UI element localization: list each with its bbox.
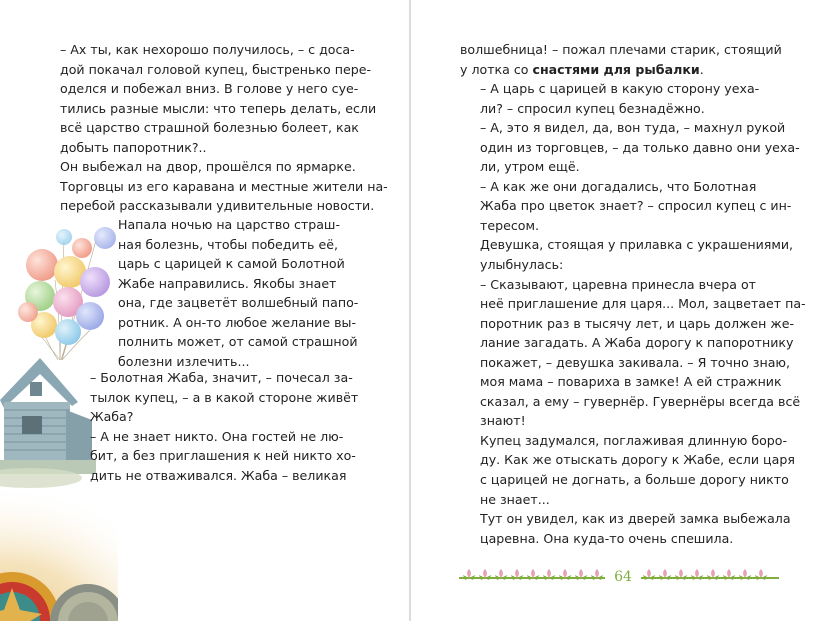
text-line: один из торговцев, – да только давно они уеха-	[480, 139, 800, 155]
text-line: сказал, а ему – гувернёр. Гувернёры всегда всё	[480, 393, 801, 409]
text-line: дить не отваживался. Жаба – великая	[90, 467, 347, 483]
paragraph	[460, 431, 795, 509]
text-line: – А царь с царицей в какую сторону уеха-	[480, 81, 760, 97]
paragraph	[460, 177, 792, 236]
text-line: неё приглашение для царя... Мол, зацветает па-	[480, 296, 806, 312]
left-text-beside-illustration	[118, 215, 358, 371]
text-line: улыбнулась:	[480, 257, 564, 273]
text-line: царь с царицей к самой Болотной	[118, 256, 345, 272]
left-page	[0, 0, 409, 621]
text-line: всё царство страшной болезнью болеет, как	[60, 120, 359, 136]
text-line: Купец задумался, поглаживая длинную боро-	[480, 432, 788, 448]
paragraph	[460, 79, 778, 118]
text-line: тересом.	[480, 217, 539, 233]
paragraph	[40, 40, 377, 157]
paragraph	[460, 118, 800, 177]
text-line: знают!	[480, 413, 526, 429]
page-number: 64	[614, 569, 632, 585]
text-line: тились разные мысли: что теперь делать, если	[60, 100, 377, 116]
text-line: Он выбежал на двор, прошёлся по ярмарке.	[60, 159, 356, 175]
text-line: Напала ночью на царство страш-	[118, 217, 340, 232]
text-line: ду. Как же отыскать дорогу к Жабе, если царя	[480, 452, 795, 468]
text-line: моя мама – повариха в замке! А ей стражник	[480, 374, 782, 390]
text-line: – А не знает никто. Она гостей не лю-	[90, 428, 344, 444]
text-fragment: у лотка со	[460, 61, 533, 77]
text-line: Девушка, стоящая у прилавка с украшениями,	[480, 237, 794, 253]
left-text-bottom	[90, 368, 358, 485]
text-line: поротник раз в тысячу лет, и царь должен же-	[480, 315, 794, 331]
text-line: с царицей не догнать, а больше дорогу никто	[480, 472, 789, 488]
text-line: перебой рассказывали удивительные новости.	[60, 198, 375, 214]
page-footer	[459, 566, 779, 588]
text-line: Жаба?	[90, 409, 134, 425]
paragraph	[460, 275, 806, 431]
text-line: полнить может, от самой страшной	[118, 334, 358, 350]
bold-term: снастями для рыбалки	[532, 61, 700, 77]
text-line: не знает...	[480, 491, 550, 507]
text-line: царевна. Она куда-то очень спешила.	[480, 530, 734, 546]
text-line: дой покачал головой купец, быстренько пере-	[60, 61, 372, 77]
text-line: бит, а без приглашения к ней никто хо-	[90, 448, 356, 464]
text-line: ли? – спросил купец безнадёжно.	[480, 100, 705, 116]
paragraph	[460, 235, 794, 274]
text-line: – А, это я видел, да, вон туда, – махнул рукой	[480, 120, 786, 136]
text-line: ная болезнь, чтобы победить её,	[118, 236, 338, 252]
text-line: тылок купец, – а в какой стороне живёт	[90, 389, 359, 405]
text-line: – А как же они догадались, что Болотная	[480, 178, 757, 194]
text-line: она, где зацветёт волшебный папо-	[118, 295, 359, 311]
text-line: Жаба про цветок знает? – спросил купец с ин-	[480, 198, 792, 214]
right-text	[460, 40, 806, 548]
text-line: добыть папоротник?..	[60, 139, 207, 155]
paragraph	[460, 40, 782, 79]
paragraph	[460, 509, 791, 548]
text-line: ротник. А он-то любое желание вы-	[118, 314, 357, 330]
right-page	[411, 0, 820, 621]
left-text-top	[40, 40, 388, 216]
text-line: болезни излечить...	[118, 353, 250, 369]
text-line	[460, 60, 778, 80]
text-line: оделся и побежал вниз. В голове у него суе-	[60, 81, 359, 97]
text-line: Тут он увидел, как из дверей замка выбежала	[480, 511, 791, 527]
text-fragment: .	[699, 61, 704, 77]
text-line: Жабе направились. Якобы знает	[118, 275, 337, 291]
text-line: – Болотная Жаба, значит, – почесал за-	[90, 370, 353, 385]
text-line: лание загадать. А Жаба дорогу к папоротнику	[480, 335, 794, 351]
text-line: ли, утром ещё.	[480, 159, 580, 175]
text-line: покажет, – девушка закивала. – Я точно знаю,	[480, 354, 791, 370]
text-line: волшебница! – пожал плечами старик, стоящий	[460, 42, 782, 57]
text-line: Торговцы из его каравана и местные жители на-	[60, 178, 388, 194]
text-line: – Ах ты, как нехорошо получилось, – с доса-	[60, 42, 355, 57]
text-line: – Сказывают, царевна принесла вчера от	[480, 276, 757, 292]
paragraph	[40, 157, 388, 216]
